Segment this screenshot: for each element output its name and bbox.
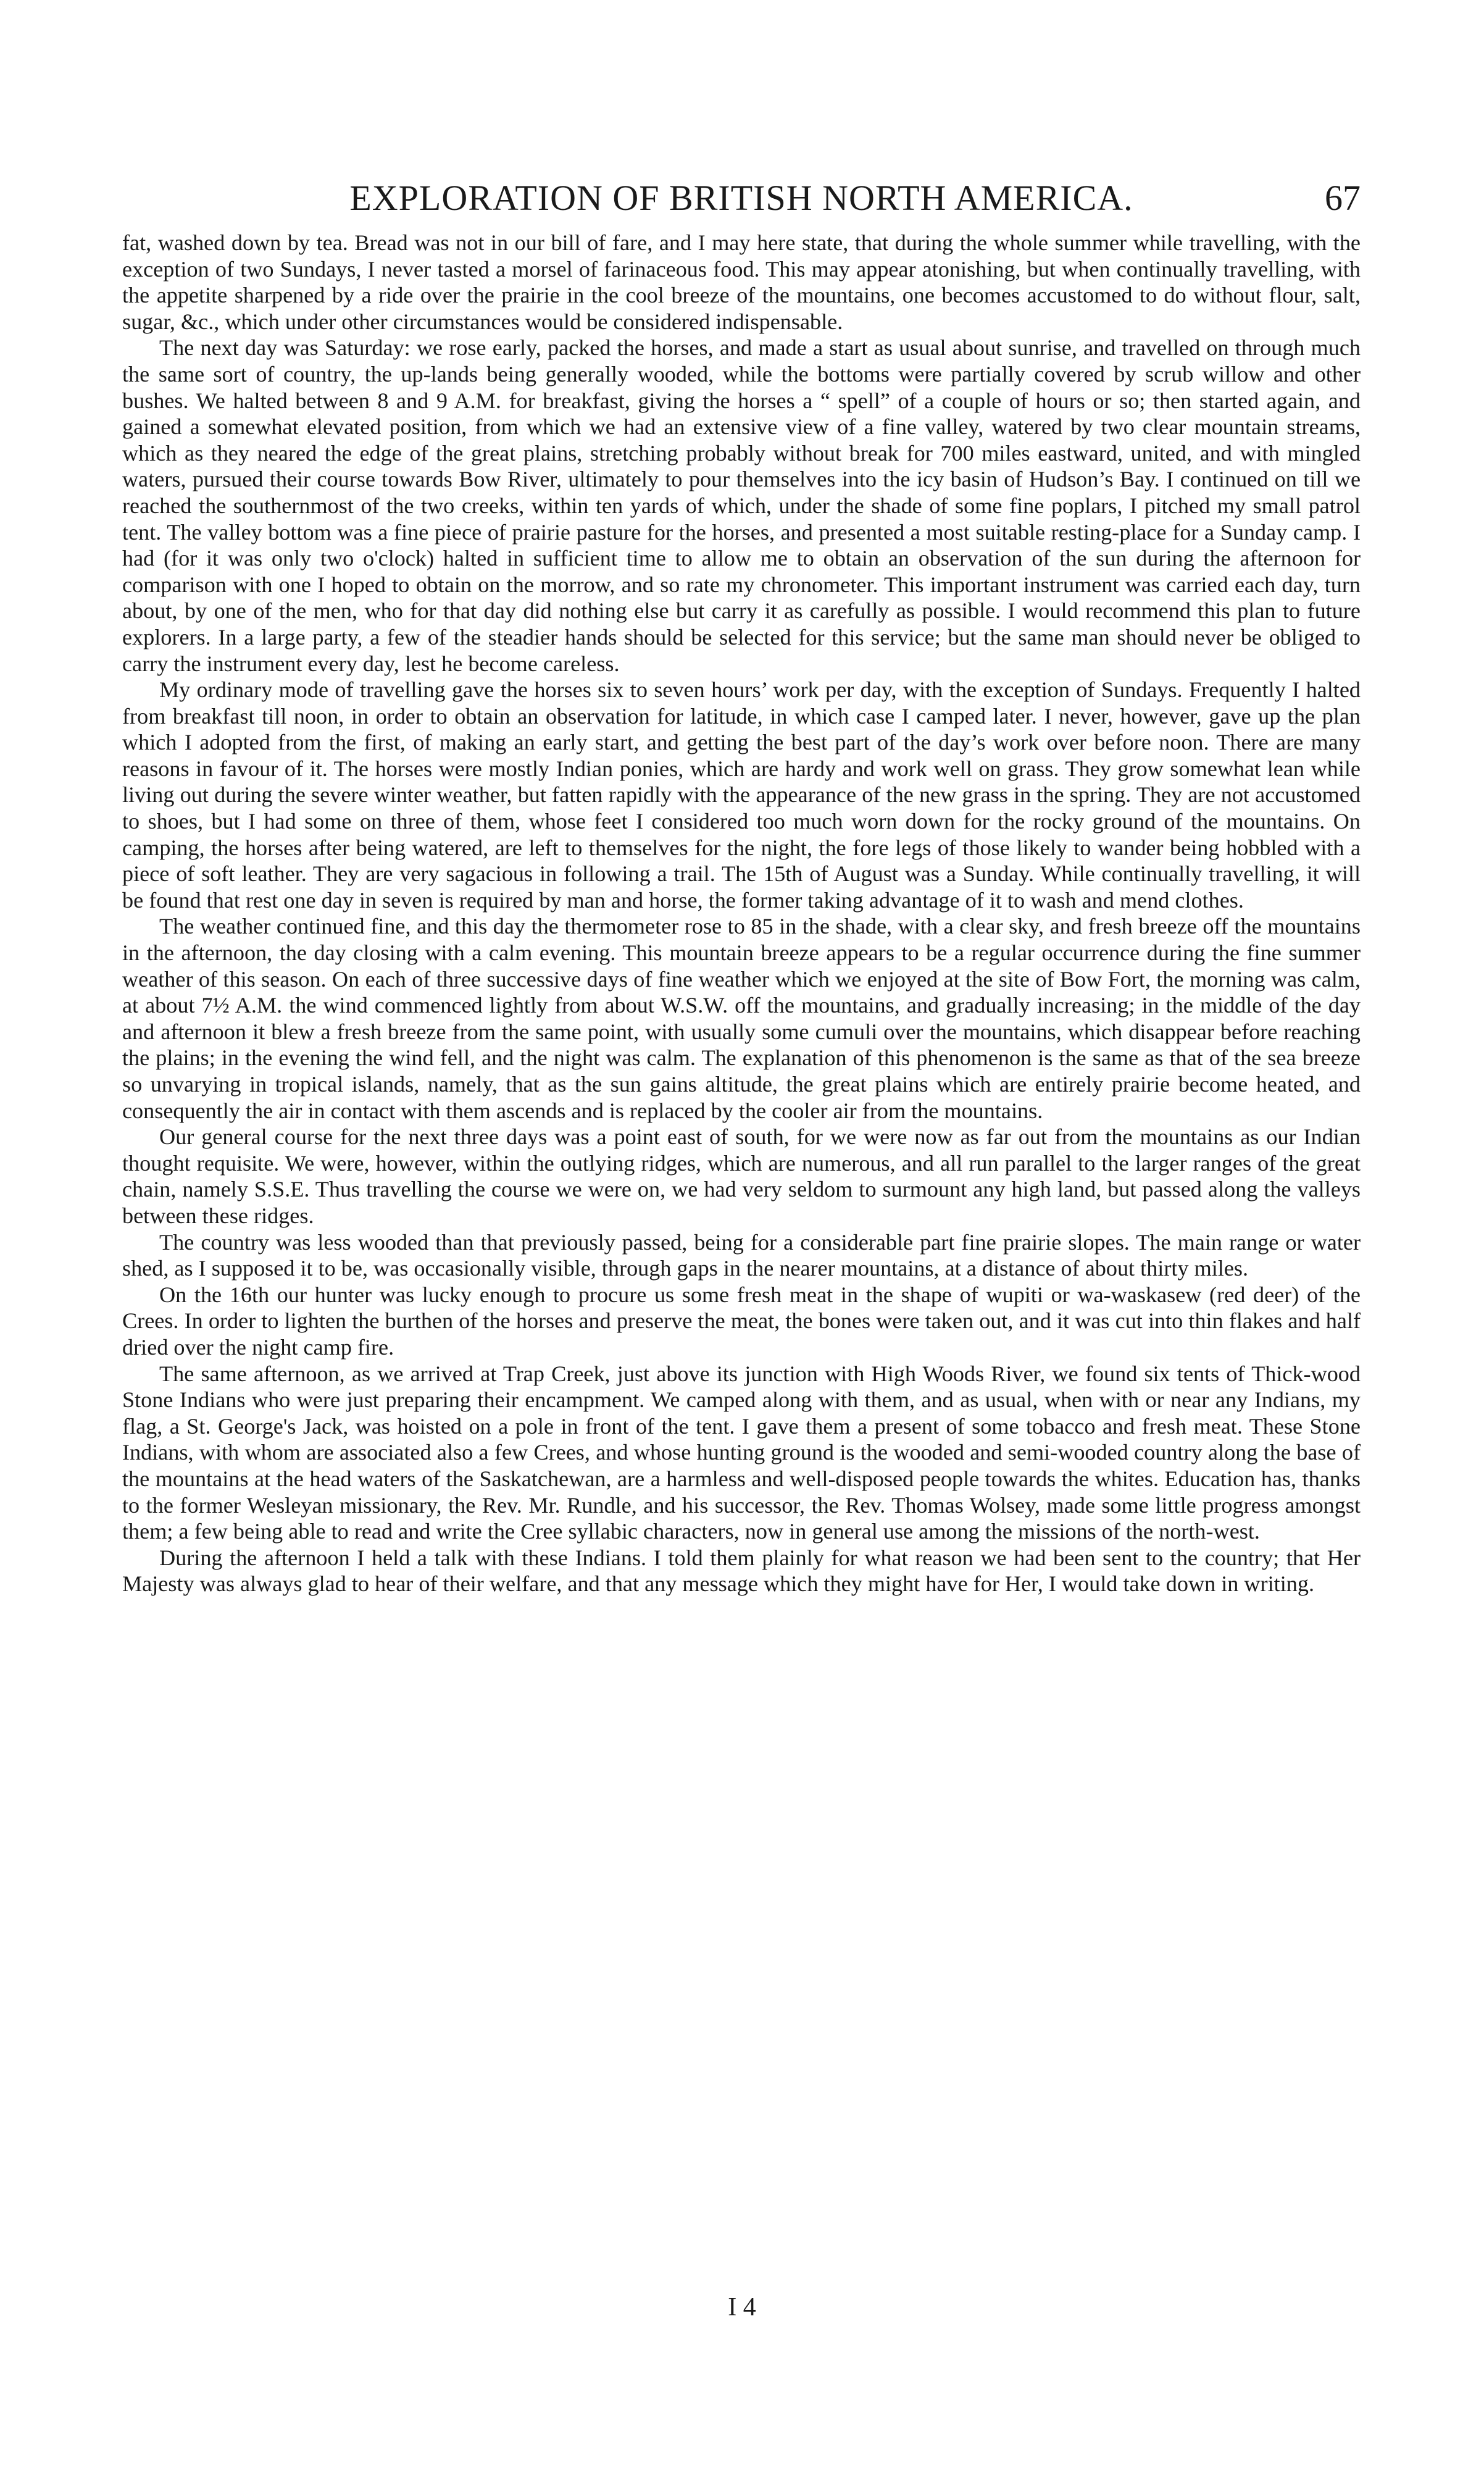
paragraph-8: The same afternoon, as we arrived at Trap Creek, just above its junction with High Woods River, we found six tents of Thick-wood Stone Indians who were just preparing their encampment. We camped along with them, and as usual, when with or near any Indians, my flag, a St. George's Jack, was hoisted on a pole in front of the tent. I gave them a present of some tobacco and fresh meat. These Stone Indians, with whom are associated also a few Crees, and whose hunting ground is the wooded and semi-wooded country along the base of the mountains at the head waters of the Saskatchewan, are a harmless and well-disposed people towards the whites. Education has, thanks to the former Wesleyan missionary, the Rev. Mr. Rundle, and his successor, the Rev. Thomas Wolsey, made some little progress amongst them; a few being able to read and write the Cree syllabic characters, now in general use among the missions of the north-west. [122, 1361, 1361, 1544]
paragraph-1: fat, washed down by tea. Bread was not in our bill of fare, and I may here state, that during the whole summer while travelling, with the exception of two Sundays, I never tasted a morsel of farinaceous food. This may appear atonishing, but when continually travelling, with the appetite sharpened by a ride over the prairie in the cool breeze of the mountains, one becomes accustomed to do without flour, salt, sugar, &c., which under other circumstances would be considered indispensable. [122, 230, 1361, 334]
signature-mark: I 4 [728, 2293, 756, 2322]
paragraph-7: On the 16th our hunter was lucky enough to procure us some fresh meat in the shape of wupiti or wa-waskasew (red deer) of the Crees. In order to lighten the burthen of the horses and preserve the meat, the bones were taken out, and it was cut into thin flakes and half dried over the night camp fire. [122, 1282, 1361, 1360]
paragraph-2: The next day was Saturday: we rose early, packed the horses, and made a start as usual about sunrise, and travelled on through much the same sort of country, the up-lands being generally wooded, while the bottoms were partially covered by scrub willow and other bushes. We halted between 8 and 9 A.M. for breakfast, giving the horses a “ spell” of a couple of hours or so; then started again, and gained a somewhat elevated position, from which we had an extensive view of a fine valley, watered by two clear mountain streams, which as they neared the edge of the great plains, stretching probably without break for 700 miles eastward, united, and with mingled waters, pursued their course towards Bow River, ultimately to pour themselves into the icy basin of Hudson’s Bay. I continued on till we reached the southernmost of the two creeks, within ten yards of which, under the shade of some fine poplars, I pitched my small patrol tent. The valley bottom was a fine piece of prairie pasture for the horses, and presented a most suitable resting-place for a Sunday camp. I had (for it was only two o'clock) halted in sufficient time to allow me to obtain an observation of the sun during the afternoon for comparison with one I hoped to obtain on the morrow, and so rate my chronometer. This important instrument was carried each day, turn about, by one of the men, who for that day did nothing else but carry it as carefully as possible. I would recommend this plan to future explorers. In a large party, a few of the steadier hands should be selected for this service; but the same man should never be obliged to carry the instrument every day, lest he become careless. [122, 335, 1361, 676]
running-title: EXPLORATION OF BRITISH NORTH AMERICA. [349, 178, 1133, 218]
paragraph-4: The weather continued fine, and this day the thermometer rose to 85 in the shade, with a clear sky, and fresh breeze off the mountains in the afternoon, the day closing with a calm evening. This mountain breeze appears to be a regular occurrence during the fine summer weather of this season. On each of three successive days of fine weather which we enjoyed at the site of Bow Fort, the morning was calm, at about 7½ A.M. the wind commenced lightly from about W.S.W. off the mountains, and gradually increasing; in the middle of the day and afternoon it blew a fresh breeze from the same point, with usually some cumuli over the mountains, which disappear before reaching the plains; in the evening the wind fell, and the night was calm. The explanation of this phenomenon is the same as that of the sea breeze so unvarying in tropical islands, namely, that as the sun gains altitude, the great plains which are entirely prairie become heated, and consequently the air in contact with them ascends and is replaced by the cooler air from the mountains. [122, 914, 1361, 1123]
paragraph-3: My ordinary mode of travelling gave the horses six to seven hours’ work per day, with the exception of Sundays. Frequently I halted from breakfast till noon, in order to obtain an observation for latitude, in which case I camped later. I never, however, gave up the plan which I adopted from the first, of making an early start, and getting the best part of the day’s work over before noon. There are many reasons in favour of it. The horses were mostly Indian ponies, which are hardy and work well on grass. They grow somewhat lean while living out during the severe winter weather, but fatten rapidly with the appearance of the new grass in the spring. They are not accustomed to shoes, but I had some on three of them, whose feet I considered too much worn down for the rocky ground of the mountains. On camping, the horses after being watered, are left to themselves for the night, the fore legs of those likely to wander being hobbled with a piece of soft leather. They are very sagacious in following a trail. The 15th of August was a Sunday. While continually travelling, it will be found that rest one day in seven is required by man and horse, the former taking advantage of it to wash and mend clothes. [122, 677, 1361, 913]
paragraph-5: Our general course for the next three days was a point east of south, for we were now as far out from the mountains as our Indian thought requisite. We were, however, within the outlying ridges, which are numerous, and all run parallel to the larger ranges of the great chain, namely S.S.E. Thus travelling the course we were on, we had very seldom to surmount any high land, but passed along the valleys between these ridges. [122, 1124, 1361, 1228]
page-header [122, 170, 1361, 226]
body-text [122, 230, 1361, 1597]
page-number: 67 [1325, 178, 1361, 218]
paragraph-9: During the afternoon I held a talk with these Indians. I told them plainly for what reason we had been sent to the country; that Her Majesty was always glad to hear of their welfare, and that any message which they might have for Her, I would take down in writing. [122, 1545, 1361, 1597]
paragraph-6: The country was less wooded than that previously passed, being for a considerable part fine prairie slopes. The main range or water shed, as I supposed it to be, was occasionally visible, through gaps in the nearer mountains, at a distance of about thirty miles. [122, 1229, 1361, 1281]
